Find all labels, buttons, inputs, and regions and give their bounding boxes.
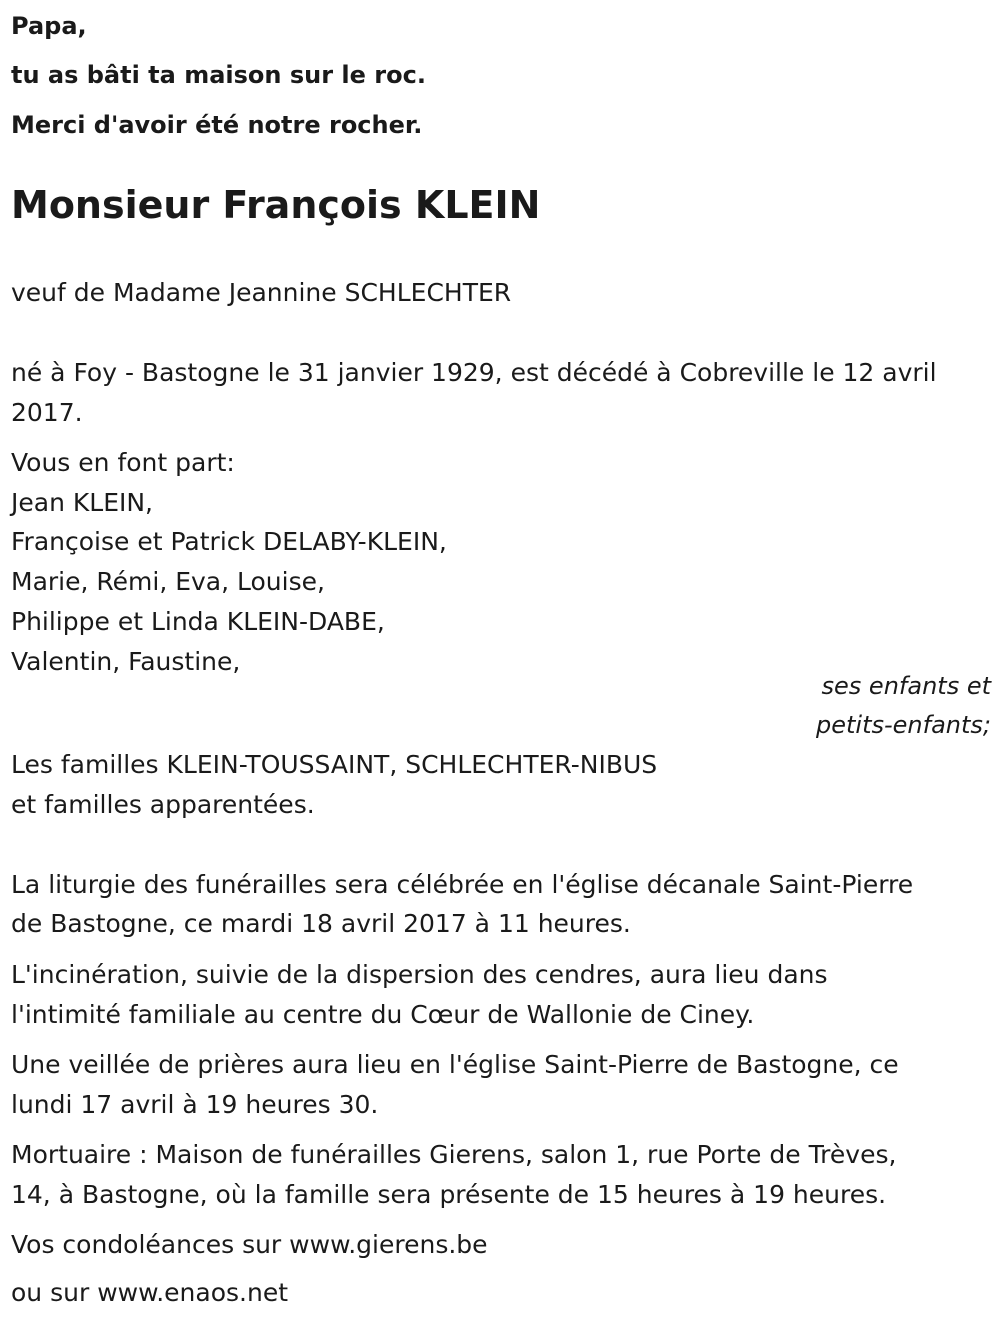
- mortuary-line-2: 14, à Bastogne, où la famille sera présente de 15 heures à 19 heures.: [11, 1180, 887, 1209]
- family-member: Valentin, Faustine,: [11, 647, 241, 676]
- condolences-prefix-1: Vos condoléances sur: [11, 1230, 290, 1259]
- cremation-line-2: l'intimité familiale au centre du Cœur de Wallonie de Ciney.: [11, 1000, 755, 1029]
- family-member: Philippe et Linda KLEIN-DABE,: [11, 607, 385, 636]
- liturgy-line-1: La liturgie des funérailles sera célébrée en l'église décanale Saint-Pierre: [11, 870, 914, 899]
- epitaph-line-1: Papa,: [11, 12, 87, 40]
- cremation-line-1: L'incinération, suivie de la dispersion des cendres, aura lieu dans: [11, 960, 828, 989]
- condolences-prefix-2: ou sur: [11, 1278, 98, 1307]
- vigil-line-1: Une veillée de prières aura lieu en l'église Saint-Pierre de Bastogne, ce: [11, 1050, 899, 1079]
- mortuary-line-1: Mortuaire : Maison de funérailles Gierens, salon 1, rue Porte de Trèves,: [11, 1140, 897, 1169]
- enaos-link[interactable]: www.enaos.net: [97, 1278, 289, 1307]
- relation-line-2: petits-enfants;: [816, 711, 991, 739]
- epitaph-line-3: Merci d'avoir été notre rocher.: [11, 111, 423, 139]
- spouse-line: veuf de Madame Jeannine SCHLECHTER: [11, 278, 512, 307]
- gierens-link[interactable]: www.gierens.be: [289, 1230, 488, 1259]
- families-line-2: et familles apparentées.: [11, 790, 315, 819]
- family-intro: Vous en font part:: [11, 448, 235, 477]
- vigil-line-2: lundi 17 avril à 19 heures 30.: [11, 1090, 379, 1119]
- deceased-name: Monsieur François KLEIN: [11, 183, 541, 227]
- birth-death-line-1: né à Foy - Bastogne le 31 janvier 1929, est décédé à Cobreville le 12 avril: [11, 358, 937, 387]
- family-member: Marie, Rémi, Eva, Louise,: [11, 567, 325, 596]
- families-line-1: Les familles KLEIN-TOUSSAINT, SCHLECHTER-NIBUS: [11, 750, 658, 779]
- liturgy-line-2: de Bastogne, ce mardi 18 avril 2017 à 11 heures.: [11, 909, 631, 938]
- relation-line-1: ses enfants et: [821, 672, 991, 700]
- epitaph-line-2: tu as bâti ta maison sur le roc.: [11, 61, 426, 89]
- birth-death-line-2: 2017.: [11, 398, 83, 427]
- condolences-line-2: [11, 1273, 288, 1313]
- family-member: Jean KLEIN,: [11, 488, 154, 517]
- family-member: Françoise et Patrick DELABY-KLEIN,: [11, 527, 447, 556]
- condolences-line-1: [11, 1225, 488, 1265]
